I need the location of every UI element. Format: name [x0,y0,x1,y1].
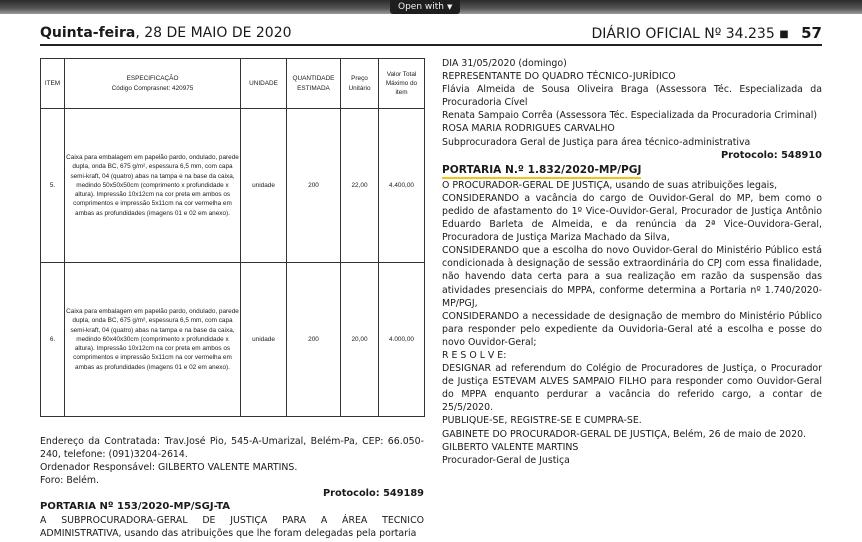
protocol-number: Protocolo: 549189 [322,488,424,500]
foro-line: Foro: Belém. [40,475,100,487]
header-total: Valor Total Máximo do item [379,59,425,109]
paragraph: O PROCURADOR-GERAL DE JUSTIÇA, usando de suas atribuições legais, [442,179,778,191]
header-specification [65,59,241,109]
caret-down-icon: ▼ [447,3,453,11]
paragraph: GABINETE DO PROCURADOR-GERAL DE JUSTIÇA, Belém, 26 de maio de 2020. [442,428,807,440]
header-spec-title: ESPECIFICAÇÃO [126,75,179,83]
specification-table [40,58,425,417]
row-item: 5. [41,109,65,263]
table-row [41,263,425,417]
row-total: 4.400,00 [379,109,425,263]
table-row [41,109,425,263]
header-spec-code: Código Comprasnet: 420975 [111,84,194,92]
header-item: ITEM [41,59,65,109]
row-description: Caixa para embalagem em papelão pardo, ondulado, parede dupla, onda BC, 675 g/m², espessura 6,5 mm, com capa semi-kraft, 04 (quatro) abas na tampa e na base da caixa, medindo 50x50x50cm (comprimento x profundidade x altura). Impressão 10x12cm na cor preta em ambos os comprimentos e impressão 5x11cm na cor vermelha em ambas as profundidades (imagens 01 e 02 em anexo). [65,109,241,263]
open-with-label: Open with [398,2,444,12]
paragraph: Flávia Almeida de Sousa Oliveira Braga (Assessora Téc. Especializada da Procuradoria Cível [442,84,822,109]
row-total: 4.000,00 [379,263,425,417]
row-unit: unidade [241,109,287,263]
row-quantity: 200 [287,263,341,417]
right-column-text [442,57,822,467]
page-number: 57 [801,24,822,42]
signer-role: Procurador-Geral de Justiça [442,454,570,466]
row-description: Caixa para embalagem em papelão pardo, ondulado, parede dupla, onda BC, 675 g/m², espessura 6,5 mm, com capa semi-kraft, 04 (quatro) abas na tampa e na base da caixa, medindo 60x40x30cm (comprimento x profundidade x altura). Impressão 10x12cm na cor preta em ambos os comprimentos e impressão 5x11cm na cor vermelha em ambas as profundidades (imagens 01 e 02 em anexo). [65,263,241,417]
row-unit: unidade [241,263,287,417]
table-header-row [41,59,425,109]
paragraph: Renata Sampaio Corrêa (Assessora Téc. Especializada da Procuradoria Criminal) [442,110,817,122]
journal-title: DIÁRIO OFICIAL Nº 34.235 [591,26,775,42]
role-line: Subprocuradora Geral de Justiça para área técnico-administrativa [442,136,751,148]
row-price: 22,00 [341,109,379,263]
page-header [40,22,822,46]
header-right [592,22,823,46]
row-item: 6. [41,263,65,417]
paragraph: CONSIDERANDO a necessidade de designação de membro do Ministério Público para responder pelo expediente da Ouvidoria-Geral até a escolha e posse do novo Ouvidor-Geral; [442,310,822,348]
text-line: DIA 31/05/2020 (domingo) [442,58,567,69]
square-marker: ■ [779,29,789,40]
ordenador-line: Ordenador Responsável: GILBERTO VALENTE MARTINS. [40,462,298,474]
header-unit: UNIDADE [241,59,287,109]
header-unit-price: Preço Unitário [341,59,379,109]
paragraph: CONSIDERANDO que a escolha do novo Ouvidor-Geral do Ministério Público está condicionada à designação de sessão extraordinária do CPJ com essa finalidade, não havendo data certa para a sua realização em razão da suspensão das atividades presenciais do MPPA, conforme determina a Portaria nº 1.740/2020-MP/PGJ, [442,245,822,309]
row-quantity: 200 [287,109,341,263]
text-line: REPRESENTANTE DO QUADRO TÉCNICO-JURÍDICO [442,71,676,83]
portaria-title: PORTARIA Nº 153/2020-MP/SGJ-TA [40,501,231,513]
protocol-number: Protocolo: 548910 [720,149,822,161]
contractor-address: Endereço da Contratada: Trav.José Pio, 545-A-Umarizal, Belém-Pa, CEP: 66.050-240, telefone: (091)3204-2614. [40,436,424,461]
left-column-text [40,435,424,540]
paragraph: PUBLIQUE-SE, REGISTRE-SE E CUMPRA-SE. [442,415,642,427]
portaria-text: A SUBPROCURADORA-GERAL DE JUSTIÇA PARA A ÁREA TECNICO ADMINISTRATIVA, usando das atribuições que lhe foram delegadas pela portaria [40,514,424,539]
portaria-title-highlighted: PORTARIA N.º 1.832/2020-MP/PGJ [442,164,641,179]
paragraph: CONSIDERANDO a vacância do cargo de Ouvidor-Geral do MP, bem como o pedido de afastamento do 1º Vice-Ouvidor-Geral, Procurador de Justiça Antônio Eduardo Barleta de Almeida, e da renúncia da 2ª Vice-Ouvidora-Geral, Procuradora de Justiça Mariza Machado da Silva, [442,192,822,244]
open-with-button[interactable] [390,0,460,14]
row-price: 20,00 [341,263,379,417]
header-date: , 28 DE MAIO DE 2020 [135,25,292,41]
header-weekday: Quinta-feira [40,25,136,41]
resolve-line: R E S O L V E: [442,349,507,361]
name-line: ROSA MARIA RODRIGUES CARVALHO [442,123,615,135]
paragraph: DESIGNAR ad referendum do Colégio de Procuradores de Justiça, o Procurador de Justiça ESTEVAM ALVES SAMPAIO FILHO para responder como Ouvidor-Geral do MPPA enquanto perdurar a vacância do referido cargo, a contar de 25/5/2020. [442,363,822,414]
signer-name: GILBERTO VALENTE MARTINS [442,441,579,453]
header-quantity: QUANTIDADE ESTIMADA [287,59,341,109]
